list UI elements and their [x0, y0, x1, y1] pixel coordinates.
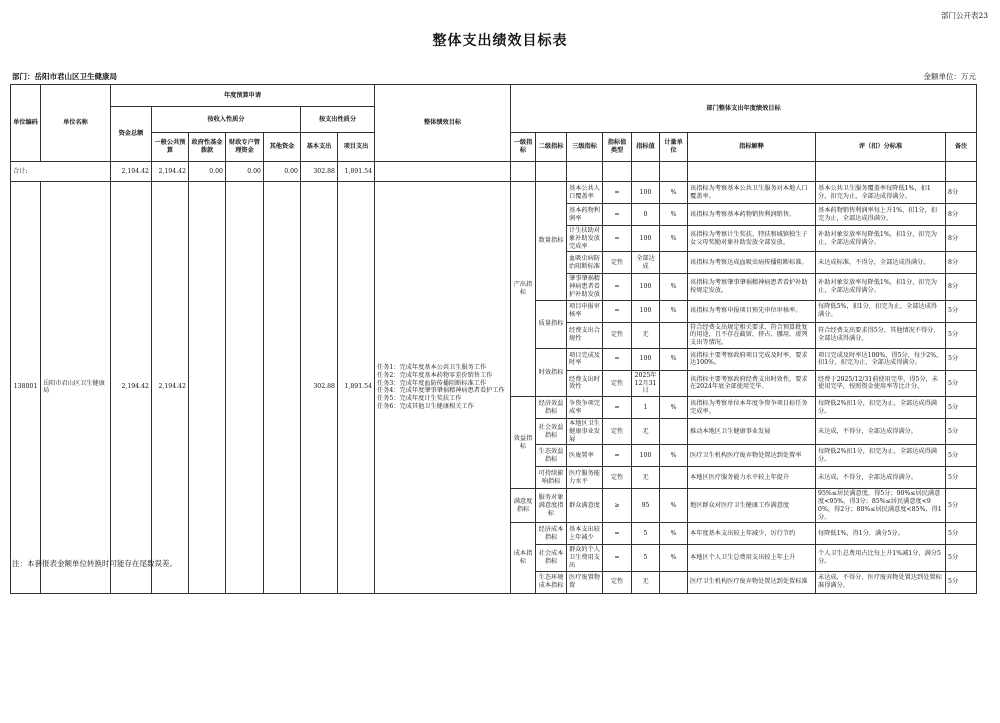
indicator-level3: 基本药物利润率 [567, 204, 603, 226]
unit-basic-expense: 302.88 [301, 182, 338, 594]
level1-satisfaction: 满意度指标 [511, 489, 536, 523]
indicator-remark: 5分 [946, 445, 977, 467]
indicator-value: 100 [632, 226, 660, 252]
indicator-row [11, 182, 977, 204]
indicator-level3: 医废置率 [567, 445, 603, 467]
header-remark: 备注 [946, 133, 977, 162]
indicator-unit: % [660, 545, 688, 571]
indicator-scoring: 每降低1%，得1分，满分5分。 [816, 523, 946, 545]
indicator-value-type: 定性 [603, 322, 632, 348]
performance-table [10, 84, 977, 594]
indicator-explain: 该指标主要考察政府项目完成及时率，要求达100%。 [688, 348, 816, 370]
indicator-value: 100 [632, 445, 660, 467]
indicator-remark: 8分 [946, 182, 977, 204]
indicator-value: 无 [632, 419, 660, 445]
form-number: 部门公开表23 [940, 11, 988, 20]
indicator-explain: 本年度基本支出较上年减少，厉行节约 [688, 523, 816, 545]
indicator-value-type: = [603, 182, 632, 204]
indicator-value: 无 [632, 571, 660, 593]
unit-general-budget: 2,194.42 [152, 182, 189, 594]
unit-project-expense: 1,891.54 [338, 182, 375, 594]
indicator-scoring: 未达成，不得分，全部达成得满分。 [816, 419, 946, 445]
level2-eco_cost: 经济成本指标 [536, 523, 567, 545]
level2-quality: 质量指标 [536, 300, 567, 348]
header-explain: 指标解释 [688, 133, 816, 162]
indicator-unit: % [660, 489, 688, 523]
indicator-level3: 肇事肇祸精神病患者看护补助发放 [567, 274, 603, 300]
indicator-unit: % [660, 445, 688, 467]
level2-quantity: 数量指标 [536, 182, 567, 301]
indicator-unit: % [660, 226, 688, 252]
indicator-explain: 该指标为考察肇事肇祸精神病患者看护补助按规定发放。 [688, 274, 816, 300]
indicator-explain: 医疗卫生机构医疗废弃物处置达到处置率 [688, 445, 816, 467]
header-unit: 计量单位 [660, 133, 688, 162]
indicator-explain: 本地区医疗服务能力水平较上年提升 [688, 467, 816, 489]
indicator-level3: 群众满意度 [567, 489, 603, 523]
indicator-level3: 医疗服务能力水平 [567, 467, 603, 489]
indicator-value: 100 [632, 274, 660, 300]
indicator-unit [660, 571, 688, 593]
indicator-remark: 5分 [946, 545, 977, 571]
indicator-remark: 5分 [946, 322, 977, 348]
indicator-level3: 经费支出时效性 [567, 370, 603, 396]
level1-cost: 成本指标 [511, 523, 536, 593]
indicator-unit: % [660, 523, 688, 545]
indicator-value: 100 [632, 300, 660, 322]
level2-service_sat: 服务对象满意度指标 [536, 489, 567, 523]
indicator-level3: 本地区卫生健康事业发展 [567, 419, 603, 445]
indicator-level3: 基本公共人口覆盖率 [567, 182, 603, 204]
header-project-expense: 项目支出 [338, 133, 375, 162]
level2-economic: 经济效益指标 [536, 397, 567, 419]
indicator-scoring: 补助对象发放率每降低1%，扣1分，扣完为止，全部达成得满分。 [816, 274, 946, 300]
indicator-explain: 推动本地区卫生健康事业发展 [688, 419, 816, 445]
indicator-level3: 计生扶助对象补助发放完成率 [567, 226, 603, 252]
indicator-remark: 5分 [946, 419, 977, 445]
header-level1: 一级指标 [511, 133, 536, 162]
indicator-value-type: = [603, 445, 632, 467]
indicator-remark: 5分 [946, 523, 977, 545]
indicator-value-type: = [603, 204, 632, 226]
indicator-remark: 8分 [946, 274, 977, 300]
indicator-unit [660, 322, 688, 348]
indicator-value: 无 [632, 467, 660, 489]
indicator-unit [660, 370, 688, 396]
indicator-remark: 5分 [946, 348, 977, 370]
indicator-value: 无 [632, 322, 660, 348]
indicator-unit: % [660, 300, 688, 322]
amount-unit-label: 金额单位：万元 [923, 72, 976, 81]
header-fiscal-special: 财政专户管理资金 [226, 133, 264, 162]
indicator-remark: 5分 [946, 370, 977, 396]
indicator-unit: % [660, 204, 688, 226]
header-unit-name: 单位名称 [41, 85, 111, 162]
indicator-unit: % [660, 182, 688, 204]
total-row [11, 162, 977, 182]
total-other-value: 0.00 [264, 162, 301, 182]
indicator-explain: 该指标为考察达成血吸虫病传播阻断标准。 [688, 252, 816, 274]
indicator-value-type: = [603, 300, 632, 322]
indicator-value-type: 定性 [603, 252, 632, 274]
indicator-scoring: 基本公共卫生服务覆盖率每降低1%，扣1分，扣完为止，全部达成得满分。 [816, 182, 946, 204]
header-basic-expense: 基本支出 [301, 133, 338, 162]
unit-gov-fund [189, 182, 226, 594]
department-label: 部门：岳阳市君山区卫生健康局 [12, 72, 117, 81]
indicator-value: 100 [632, 182, 660, 204]
indicator-scoring: 经费于2025/12/31前使用完毕，得5分，未使用完毕，按照资金使用率等比计分。 [816, 370, 946, 396]
indicator-unit [660, 419, 688, 445]
indicator-scoring: 符合经费支出要求得5分，其他情况不得分，全部达成得满分。 [816, 322, 946, 348]
indicator-remark: 5分 [946, 467, 977, 489]
indicator-unit: % [660, 348, 688, 370]
indicator-scoring: 个人卫生总费用占比每上升1%减1分，满分5分。 [816, 545, 946, 571]
indicator-remark: 8分 [946, 252, 977, 274]
indicator-value: 5 [632, 545, 660, 571]
header-overall-goal: 整体绩效目标 [375, 85, 511, 162]
indicator-scoring: 未达成，不得分，全部达成得满分。 [816, 467, 946, 489]
header-total-funds: 资金总额 [111, 107, 152, 162]
indicator-explain: 该指标为考察计生奖扶、特扶和城镇独生子女父母奖励对象补助发放全部发放。 [688, 226, 816, 252]
indicator-value-type: = [603, 348, 632, 370]
indicator-value-type: 定性 [603, 467, 632, 489]
header-gov-fund: 政府性基金拨款 [189, 133, 226, 162]
header-value-type: 指标值类型 [603, 133, 632, 162]
indicator-value: 2025年12月31日 [632, 370, 660, 396]
header-level2: 二级指标 [536, 133, 567, 162]
indicator-scoring: 每降低2%扣1分，扣完为止，全部达成得满分。 [816, 445, 946, 467]
level2-social_cost: 社会成本指标 [536, 545, 567, 571]
overall-goal-tasks: 任务1：完成年度基本公共卫生服务工作 任务2：完成年度基本药物零差价销售工作 任务3：完成年度血防传播阻断标准工作 任务4：完成年度肇事肇祸精神病患者看护工作 任务5：完成年度计生奖扶工作 任务6：完成其他卫生健康相关工作 [375, 182, 511, 594]
indicator-value: 全部达成 [632, 252, 660, 274]
indicator-value: 95 [632, 489, 660, 523]
indicator-value: 100 [632, 348, 660, 370]
indicator-level3: 群众的个人卫生费用支出 [567, 545, 603, 571]
level1-output: 产出指标 [511, 182, 536, 397]
unit-name: 岳阳市君山区卫生健康局 [41, 182, 111, 594]
indicator-scoring: 未达成标准，不得分，全部达成得满分。 [816, 252, 946, 274]
indicator-level3: 基本支出较上年减少 [567, 523, 603, 545]
total-funds-value: 2,194.42 [111, 162, 152, 182]
unit-other-funds [264, 182, 301, 594]
total-general-value: 2,194.42 [152, 162, 189, 182]
indicator-scoring: 项目完成及时率达100%，得5分，每少2%，扣1分，扣完为止，全部达成得满分。 [816, 348, 946, 370]
indicator-explain: 该指标主要考察政府经费支出时效性，要求在2024年底全部使用完毕。 [688, 370, 816, 396]
indicator-remark: 5分 [946, 300, 977, 322]
level2-ecological: 生态效益指标 [536, 445, 567, 467]
level2-social: 社会效益指标 [536, 419, 567, 445]
indicator-explain: 该指标为考察申报项目预先审位审核率。 [688, 300, 816, 322]
indicator-scoring: 每降低5%，扣1分，扣完为止，全部达成得满分。 [816, 300, 946, 322]
indicator-unit [660, 467, 688, 489]
header-by-income: 按收入性质分 [152, 107, 301, 133]
indicator-scoring: 基本药物销售利润率每上升1%，扣1分，扣完为止，全部达成得满分。 [816, 204, 946, 226]
indicator-level3: 经费支出合规性 [567, 322, 603, 348]
indicator-level3: 医疗废置物置 [567, 571, 603, 593]
unit-code: 138001 [11, 182, 41, 594]
header-general-budget: 一般公共预算 [152, 133, 189, 162]
indicator-remark: 8分 [946, 226, 977, 252]
level2-sustainable: 可持续影响指标 [536, 467, 567, 489]
indicator-scoring: 每降低2%扣1分，扣完为止，全部达成得满分。 [816, 397, 946, 419]
level2-env_cost: 生态环境成本指标 [536, 571, 567, 593]
header-dept-goal: 部门整体支出年度绩效目标 [511, 85, 977, 133]
total-basic-value: 302.88 [301, 162, 338, 182]
indicator-remark: 5分 [946, 397, 977, 419]
level1-benefit: 效益指标 [511, 397, 536, 489]
total-gov-fund-value: 0.00 [189, 162, 226, 182]
indicator-unit [660, 252, 688, 274]
footnote: 注：本套报表金额单位转换时可能存在尾数误差。 [12, 559, 177, 568]
indicator-level3: 项目完成及时率 [567, 348, 603, 370]
indicator-explain: 地区群众对医疗卫生健康工作满意度 [688, 489, 816, 523]
indicator-value-type: 定性 [603, 370, 632, 396]
indicator-remark: 5分 [946, 571, 977, 593]
indicator-level3: 血吸虫病防治阻断标准 [567, 252, 603, 274]
indicator-value: 0 [632, 204, 660, 226]
indicator-value-type: = [603, 274, 632, 300]
indicator-value-type: 定性 [603, 571, 632, 593]
indicator-remark: 5分 [946, 489, 977, 523]
header-unit-code: 单位编码 [11, 85, 41, 162]
indicator-explain: 该指标为考察单位本年度争资争项目标任务完成率。 [688, 397, 816, 419]
page-title: 整体支出绩效目标表 [432, 33, 568, 49]
header-level3: 三级指标 [567, 133, 603, 162]
indicator-value-type: = [603, 523, 632, 545]
indicator-value-type: = [603, 397, 632, 419]
indicator-value: 5 [632, 523, 660, 545]
indicator-remark: 8分 [946, 204, 977, 226]
level2-timeliness: 时效指标 [536, 348, 567, 396]
total-label: 合计: [11, 162, 111, 182]
indicator-scoring: 补助对象发放率每降低1%，扣1分，扣完为止，全部达成得满分。 [816, 226, 946, 252]
indicator-scoring: 未达成，不得分，医疗废弃物处置达到处置标准得满分。 [816, 571, 946, 593]
indicator-explain: 符合经费支出规定相关要求，符合预算批复的用途，且不存在截留、挤占、挪用、虚列支出等情况。 [688, 322, 816, 348]
total-fiscal-value: 0.00 [226, 162, 264, 182]
header-annual-budget: 年度预算申请 [111, 85, 375, 107]
unit-total-funds: 2,194.42 [111, 182, 152, 594]
indicator-unit: % [660, 397, 688, 419]
indicator-explain: 医疗卫生机构医疗废弃物处置达到处置标准 [688, 571, 816, 593]
indicator-level3: 争资争项完成率 [567, 397, 603, 419]
indicator-explain: 该指标为考察基本公共卫生服务对本地人口覆盖率。 [688, 182, 816, 204]
unit-fiscal-special [226, 182, 264, 594]
indicator-explain: 该指标为考察基本药物销售利润销售。 [688, 204, 816, 226]
indicator-scoring: 95%≤居民满意度，得5分；90%≤居民满意度<95%，得3分；85%≤居民满意度<90%，得2分；80%≤居民满意度<85%，得1分。 [816, 489, 946, 523]
indicator-value: 1 [632, 397, 660, 419]
total-project-value: 1,891.54 [338, 162, 375, 182]
header-value: 指标值 [632, 133, 660, 162]
header-scoring: 评（扣）分标准 [816, 133, 946, 162]
indicator-value-type: = [603, 226, 632, 252]
indicator-level3: 项目申报审核率 [567, 300, 603, 322]
header-by-expense: 按支出性质分 [301, 107, 375, 133]
indicator-value-type: ≥ [603, 489, 632, 523]
header-other-funds: 其他资金 [264, 133, 301, 162]
indicator-value-type: 定性 [603, 419, 632, 445]
indicator-value-type: = [603, 545, 632, 571]
indicator-unit: % [660, 274, 688, 300]
indicator-explain: 本地区个人卫生总费用支出较上年上升 [688, 545, 816, 571]
